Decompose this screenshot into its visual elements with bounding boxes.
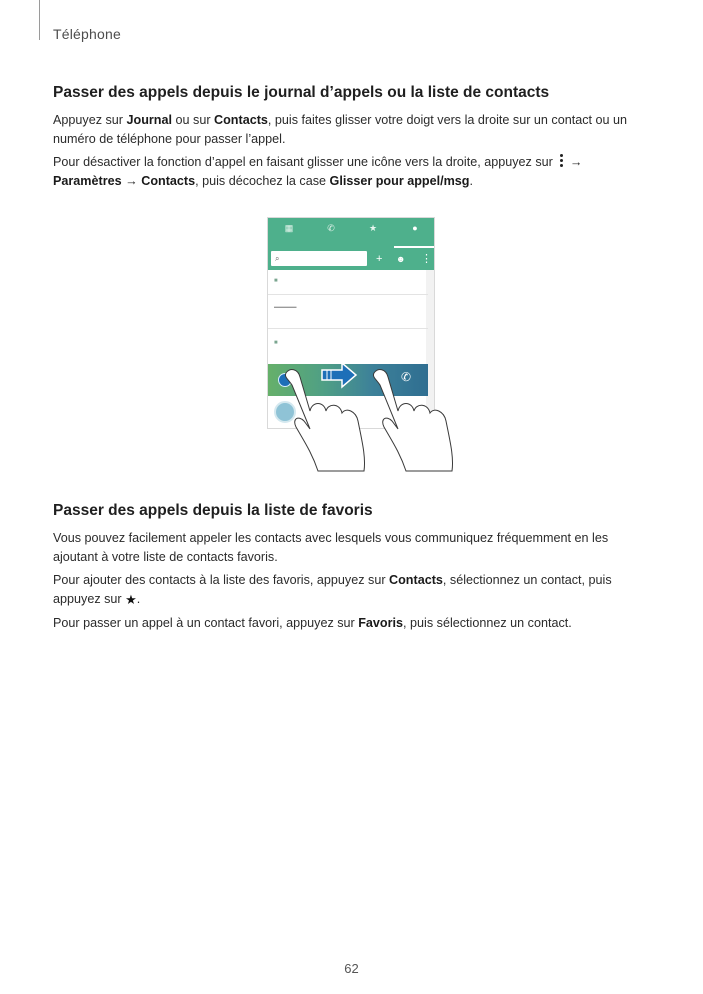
ui-term: Contacts [389,573,443,587]
keypad-icon: ▦ [284,223,294,233]
ui-term: Paramètres [53,173,122,188]
section-title: Passer des appels depuis la liste de favoris [53,502,373,519]
add-icon: + [376,253,383,265]
hand-icon [285,370,364,471]
section-letter: ■ [274,340,278,346]
more-icon: ⋮ [421,253,432,265]
ui-term: Favoris [358,616,404,630]
ui-term: Journal [126,113,173,127]
swipe-to-call-illustration [246,205,486,477]
contact-row: ▬▬▬▬▬ [274,304,297,309]
paragraph: Vous pouvez facilement appeler les contacts avec lesquels vous communiquez fréquemment en les ajoutant à votre liste de contacts favoris. [53,531,609,564]
hand-icon [373,370,452,471]
favorites-icon: ★ [368,223,378,233]
search-icon: ⌕ [275,254,280,263]
more-options-icon [558,154,564,167]
section-letter: ■ [274,278,278,284]
contacts-icon: ● [394,218,435,248]
paragraph: Pour ajouter des contacts à la liste des favoris, appuyez sur Contacts, sélectionnez un contact, puis appuyez sur ★. [53,571,653,609]
gesture-overlay [246,205,486,477]
section-call-from-favorites [53,502,653,638]
paragraph: Pour désactiver la fonction d’appel en faisant glisser une icône vers la droite, appuyez sur → Paramètres → Contacts, puis décochez la case Glisser pour appel/msg. [53,155,583,188]
paragraph: Pour passer un appel à un contact favori, appuyez sur Favoris, puis sélectionnez un contact. [53,616,572,630]
running-header: Téléphone [53,26,121,42]
section-title: Passer des appels depuis le journal d’appels ou la liste de contacts [53,84,550,101]
right-arrow-icon [322,363,356,387]
log-icon: ✆ [327,223,335,233]
ui-term: Contacts [214,113,268,127]
margin-rule [39,0,40,40]
paragraph: Appuyez sur Journal ou sur Contacts, puis faites glisser votre doigt vers la droite sur un contact ou un numéro de téléphone pour passer l’appel. [53,113,628,146]
phone-icon: ✆ [401,370,412,384]
section-call-from-log [53,84,653,195]
page-number: 62 [344,961,359,976]
star-icon: ★ [125,591,137,607]
groups-icon: ☻ [396,254,406,264]
ui-term: Contacts [141,173,196,188]
ui-term: Glisser pour appel/msg [329,173,470,188]
